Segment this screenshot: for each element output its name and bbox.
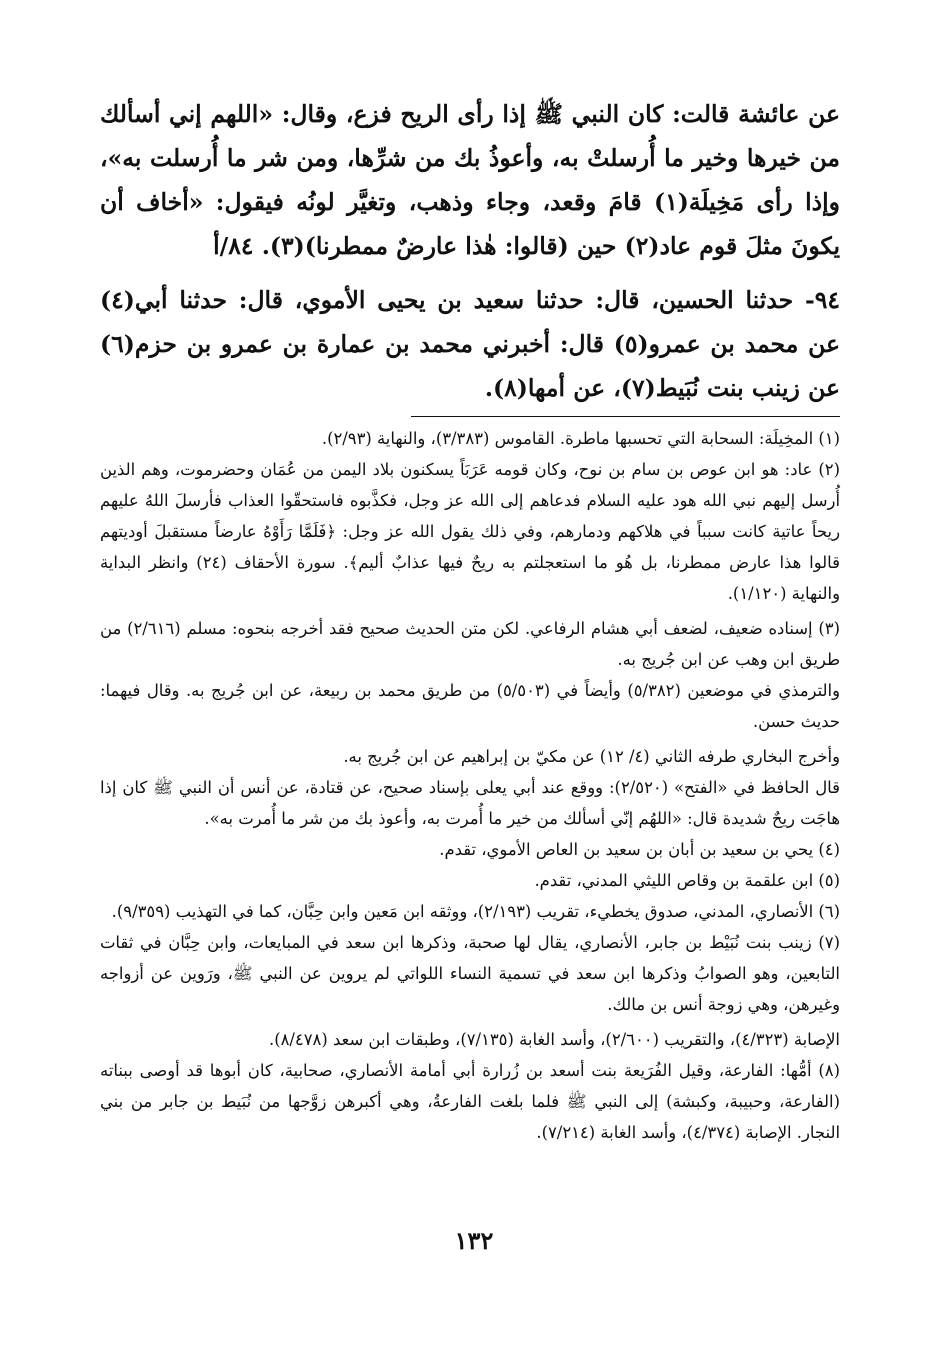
footnote-1: (١) المخِيلَة: السحابة التي تحسبها ماطرة. القاموس (٣/٣٨٣)، والنهاية (٢/٩٣). — [321, 429, 840, 448]
footnote-5: (٥) ابن علقمة بن وقاص الليثي المدني، تقدم. — [534, 871, 840, 890]
footnote-3-continued: قال الحافظ في «الفتح» (٢/٥٢٠): ووقع عند أبي يعلى بإسناد صحيح، عن قتادة، عن أنس أن النبي ﷺ كان إذا هاجَت ريحٌ شديدة قال: «اللهُم إنّي أسألك من خير ما أُمرت به، وأعوذ بك من شر ما أُمرت به». — [100, 778, 840, 828]
hadith-paragraph: عن عائشة قالت: كان النبي ﷺ إذا رأى الريح فزع، وقال: «اللهم إني أسألك من خيرها وخير ما أُرسلتْ به، وأعوذُ بك من شرِّها، ومن شر ما أُرسلت به»، وإذا رأى مَخِيلَة(١) قامَ وقعد، وجاء وذهب، وتغيَّر لونُه فيقول: «أخاف أن يكونَ مثلَ قوم عاد(٢) حين (قالوا: هٰذا عارضٌ ممطرنا)(٣). ٨٤/أ — [100, 100, 840, 260]
footnote-4: (٤) يحي بن سعيد بن أبان بن سعيد بن العاص الأموي، تقدم. — [439, 840, 840, 859]
footnote-8: (٨) أمُّها: الفارعة، وقيل الفُرَيعة بنت أسعد بن زُرارة أبي أمامة الأنصاري، صحابية، كان أبوها قد أوصى ببناته (الفارعة، وحبيبة، وكبشة) إلى النبي ﷺ فلما بلغت الفارعةُ، وهي أكبرهن زوَّجها من نُبَيط بن جابر من بني النجار. الإصابة (٤/٣٧٤)، وأسد الغابة (٧/٢١٤). — [100, 1061, 840, 1142]
footnote-3-continued: والترمذي في موضعين (٥/٣٨٢) وأيضاً في (٥/٥٠٣) من طريق محمد بن ربيعة، عن ابن جُريج به. وقال فيهما: حديث حسن. — [100, 681, 840, 731]
footnote-divider — [411, 416, 840, 417]
footnote-3: (٣) إسناده ضعيف، لضعف أبي هشام الرفاعي. لكن متن الحديث صحيح فقد أخرجه بنحوه: مسلم (٢/٦١٦) من طريق ابن وهب عن ابن جُريج به. — [100, 619, 840, 669]
footnotes — [100, 423, 840, 1148]
footnote-3-continued: وأخرج البخاري طرفه الثاني (٤/ ١٢) عن مكيّ بن إبراهيم عن ابن جُريج به. — [343, 747, 840, 766]
footnote-7-continued: الإصابة (٤/٣٢٣)، والتقريب (٢/٦٠٠)، وأسد الغابة (٧/١٣٥)، وطبقات ابن سعد (٨/٤٧٨). — [268, 1030, 840, 1049]
footnote-2: (٢) عاد: هو ابن عوص بن سام بن نوح، وكان قومه عَرَبَاً يسكنون بلاد اليمن من عُمَان وحضرموت، وهم الذين أُرسل إليهم نبي الله هود عليه السلام فدعاهم إلى الله عز وجل، فكذَّبوه فاستحقّوا العذاب فأرسلَ اللهُ عليهم ريحاً عاتية كانت سبباً في هلاكهم ودمارهم، وفي ذلك يقول الله عز وجل: ﴿فَلَمَّا رَأَوْهُ عارضاً مستقبلَ أوديتهم قالوا هذا عارض ممطرنا، بل هُو ما استعجلتم به ريحٌ فيها عذابٌ أليم﴾. سورة الأحقاف (٢٤) وانظر البداية والنهاية (١/١٢٠). — [100, 460, 840, 603]
main-text — [100, 92, 840, 410]
isnad-paragraph: ٩٤- حدثنا الحسين، قال: حدثنا سعيد بن يحيى الأموي، قال: حدثنا أبي(٤) عن محمد بن عمرو(٥) قال: أخبرني محمد بن عمارة بن عمرو بن حزم(٦) عن زينب بنت نُبَيط(٧)، عن أمها(٨). — [100, 286, 840, 402]
footnote-7: (٧) زينب بنت نُبَيْط بن جابر، الأنصاري، يقال لها صحبة، وذكرها ابن سعد في المبايعات، وابن حِبَّان في ثقات التابعين، وهو الصوابُ وذكرها ابن سعد في تسمية النساء اللواتي لم يروين عن النبي ﷺ، ورَوين عن أزواجه وغيرهن، وهي زوجة أنس بن مالك. — [100, 933, 840, 1014]
footnote-6: (٦) الأنصاري، المدني، صدوق يخطيء، تقريب (٢/١٩٣)، ووثقه ابن مَعين وابن حِبَّان، كما في التهذيب (٩/٣٥٩). — [111, 902, 840, 921]
page-number: ١٣٢ — [454, 1226, 494, 1255]
